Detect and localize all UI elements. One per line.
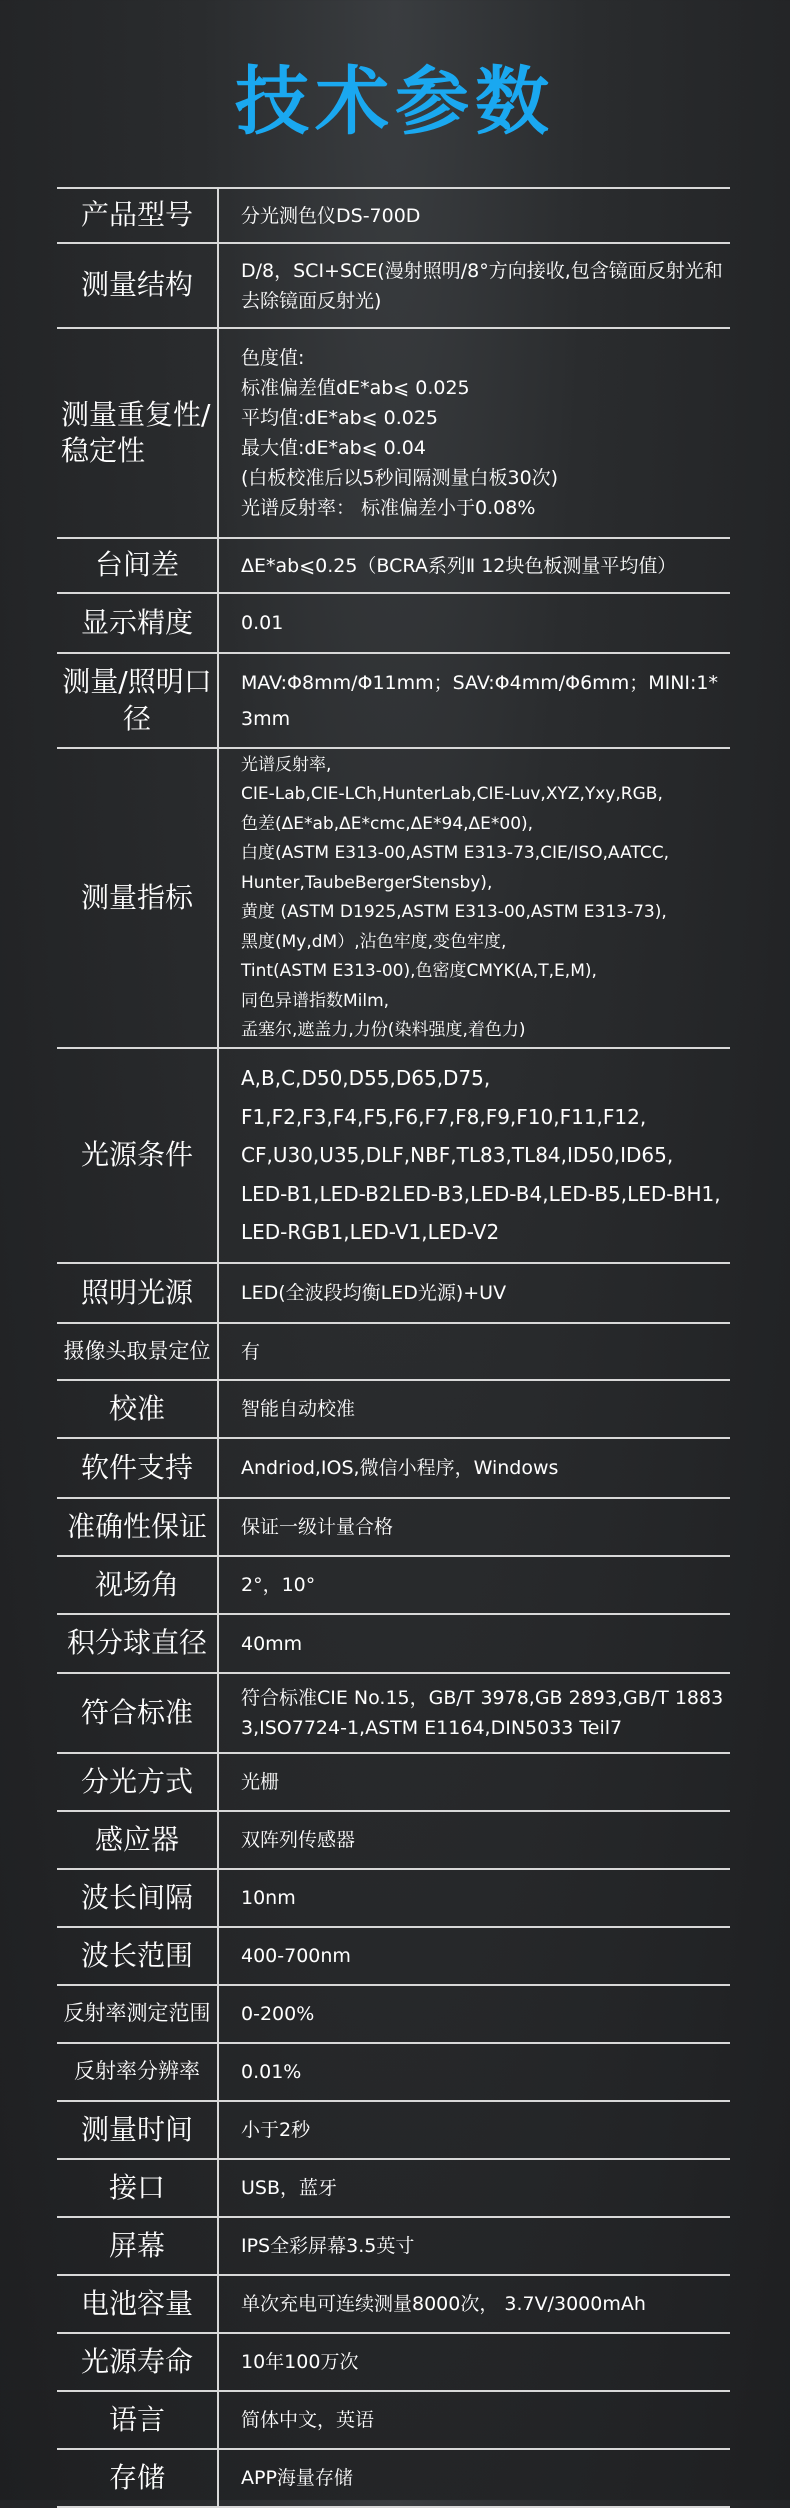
spec-value: MAV:Φ8mm/Φ11mm；SAV:Φ4mm/Φ6mm；MINI:1*3mm: [218, 653, 730, 748]
spec-value: 单次充电可连续测量8000次， 3.7V/3000mAh: [218, 2275, 730, 2333]
table-row: [57, 2391, 730, 2449]
table-row: [57, 188, 730, 243]
table-row: [57, 653, 730, 748]
table-row: [57, 1869, 730, 1927]
table-row: [57, 1438, 730, 1498]
spec-label: 台间差: [57, 538, 218, 593]
spec-label: 存储: [57, 2449, 218, 2507]
spec-value: LED(全波段均衡LED光源)+UV: [218, 1263, 730, 1323]
spec-label: 屏幕: [57, 2217, 218, 2275]
spec-label: 视场角: [57, 1556, 218, 1614]
table-row: [57, 1753, 730, 1811]
spec-value: 色度值: 标准偏差值dE*ab⩽ 0.025 平均值:dE*ab⩽ 0.025 最大值:dE*ab⩽ 0.04 (白板校准后以5秒间隔测量白板30次) 光谱反射率： 标准偏差小于0.08%: [218, 328, 730, 538]
spec-label: 积分球直径: [57, 1614, 218, 1673]
spec-label: 感应器: [57, 1811, 218, 1869]
spec-label: 校准: [57, 1380, 218, 1438]
spec-label: 产品型号: [57, 188, 218, 243]
spec-value: 0-200%: [218, 1985, 730, 2043]
table-row: [57, 243, 730, 328]
table-row: [57, 593, 730, 653]
spec-value: 保证一级计量合格: [218, 1498, 730, 1556]
spec-value: 智能自动校准: [218, 1380, 730, 1438]
spec-value: USB，蓝牙: [218, 2159, 730, 2217]
spec-label: 电池容量: [57, 2275, 218, 2333]
spec-value: 光谱反射率, CIE-Lab,CIE-LCh,HunterLab,CIE-Luv,XYZ,Yxy,RGB, 色差(ΔE*ab,ΔE*cmc,ΔE*94,ΔE*00), 白度(ASTM E313-00,ASTM E313-73,CIE/ISO,AATCC, Hunter,TaubeBergerStensby), 黄度 (ASTM D1925,ASTM E313-00,ASTM E313-73), 黑度(My,dM）,沾色牢度,变色牢度, Tint(ASTM E313-00),色密度CMYK(A,T,E,M), 同色异谱指数Milm, 孟塞尔,遮盖力,力份(染料强度,着色力): [218, 748, 730, 1048]
spec-value: 简体中文，英语: [218, 2391, 730, 2449]
spec-value: 400-700nm: [218, 1927, 730, 1985]
spec-label: 光源条件: [57, 1048, 218, 1263]
table-row: [57, 1985, 730, 2043]
table-row: [57, 1673, 730, 1753]
table-row: [57, 2159, 730, 2217]
spec-label: 测量结构: [57, 243, 218, 328]
table-row: [57, 1927, 730, 1985]
spec-label: 光源寿命: [57, 2333, 218, 2391]
spec-label: 语言: [57, 2391, 218, 2449]
spec-value: 2°，10°: [218, 1556, 730, 1614]
table-row: [57, 2275, 730, 2333]
spec-value: 0.01%: [218, 2043, 730, 2101]
table-row: [57, 1498, 730, 1556]
table-row: [57, 1048, 730, 1263]
spec-label: 反射率测定范围: [57, 1985, 218, 2043]
table-row: [57, 1380, 730, 1438]
table-row: [57, 2101, 730, 2159]
spec-label: 摄像头取景定位: [57, 1323, 218, 1380]
spec-value: Andriod,IOS,微信小程序，Windows: [218, 1438, 730, 1498]
table-row: [57, 538, 730, 593]
spec-label: 测量重复性/稳定性: [57, 328, 218, 538]
spec-label: 接口: [57, 2159, 218, 2217]
spec-label: 符合标准: [57, 1673, 218, 1753]
spec-value: 分光测色仪DS-700D: [218, 188, 730, 243]
spec-value: 小于2秒: [218, 2101, 730, 2159]
table-row: [57, 328, 730, 538]
table-row: [57, 2449, 730, 2507]
spec-value: ΔE*ab⩽0.25（BCRA系列Ⅱ 12块色板测量平均值）: [218, 538, 730, 593]
table-row: [57, 1323, 730, 1380]
spec-value: 光栅: [218, 1753, 730, 1811]
spec-value: D/8，SCI+SCE(漫射照明/8°方向接收,包含镜面反射光和去除镜面反射光): [218, 243, 730, 328]
table-row: [57, 2217, 730, 2275]
page-title: 技术参数: [235, 59, 555, 145]
spec-value: 双阵列传感器: [218, 1811, 730, 1869]
table-row: [57, 1614, 730, 1673]
spec-label: 照明光源: [57, 1263, 218, 1323]
spec-label: 波长间隔: [57, 1869, 218, 1927]
spec-value: 10年100万次: [218, 2333, 730, 2391]
spec-value: 10nm: [218, 1869, 730, 1927]
spec-label: 波长范围: [57, 1927, 218, 1985]
spec-label: 显示精度: [57, 593, 218, 653]
table-row: [57, 1811, 730, 1869]
spec-label: 反射率分辨率: [57, 2043, 218, 2101]
table-row: [57, 2043, 730, 2101]
spec-value: 有: [218, 1323, 730, 1380]
spec-label: 测量时间: [57, 2101, 218, 2159]
table-row: [57, 1263, 730, 1323]
table-row: [57, 1556, 730, 1614]
spec-value: IPS全彩屏幕3.5英寸: [218, 2217, 730, 2275]
spec-label: 分光方式: [57, 1753, 218, 1811]
spec-label: 准确性保证: [57, 1498, 218, 1556]
spec-value: 0.01: [218, 593, 730, 653]
table-row: [57, 748, 730, 1048]
spec-value: A,B,C,D50,D55,D65,D75, F1,F2,F3,F4,F5,F6,F7,F8,F9,F10,F11,F12, CF,U30,U35,DLF,NBF,TL83,TL84,ID50,ID65, LED-B1,LED-B2LED-B3,LED-B4,LED-B5,LED-BH1, LED-RGB1,LED-V1,LED-V2: [218, 1048, 730, 1263]
spec-value: 符合标准CIE No.15，GB/T 3978,GB 2893,GB/T 18833,ISO7724-1,ASTM E1164,DIN5033 Teil7: [218, 1673, 730, 1753]
table-row: [57, 2333, 730, 2391]
spec-table: [57, 187, 730, 2508]
spec-value: 40mm: [218, 1614, 730, 1673]
spec-label: 软件支持: [57, 1438, 218, 1498]
spec-label: 测量/照明口径: [57, 653, 218, 748]
spec-label: 测量指标: [57, 748, 218, 1048]
spec-value: APP海量存储: [218, 2449, 730, 2507]
